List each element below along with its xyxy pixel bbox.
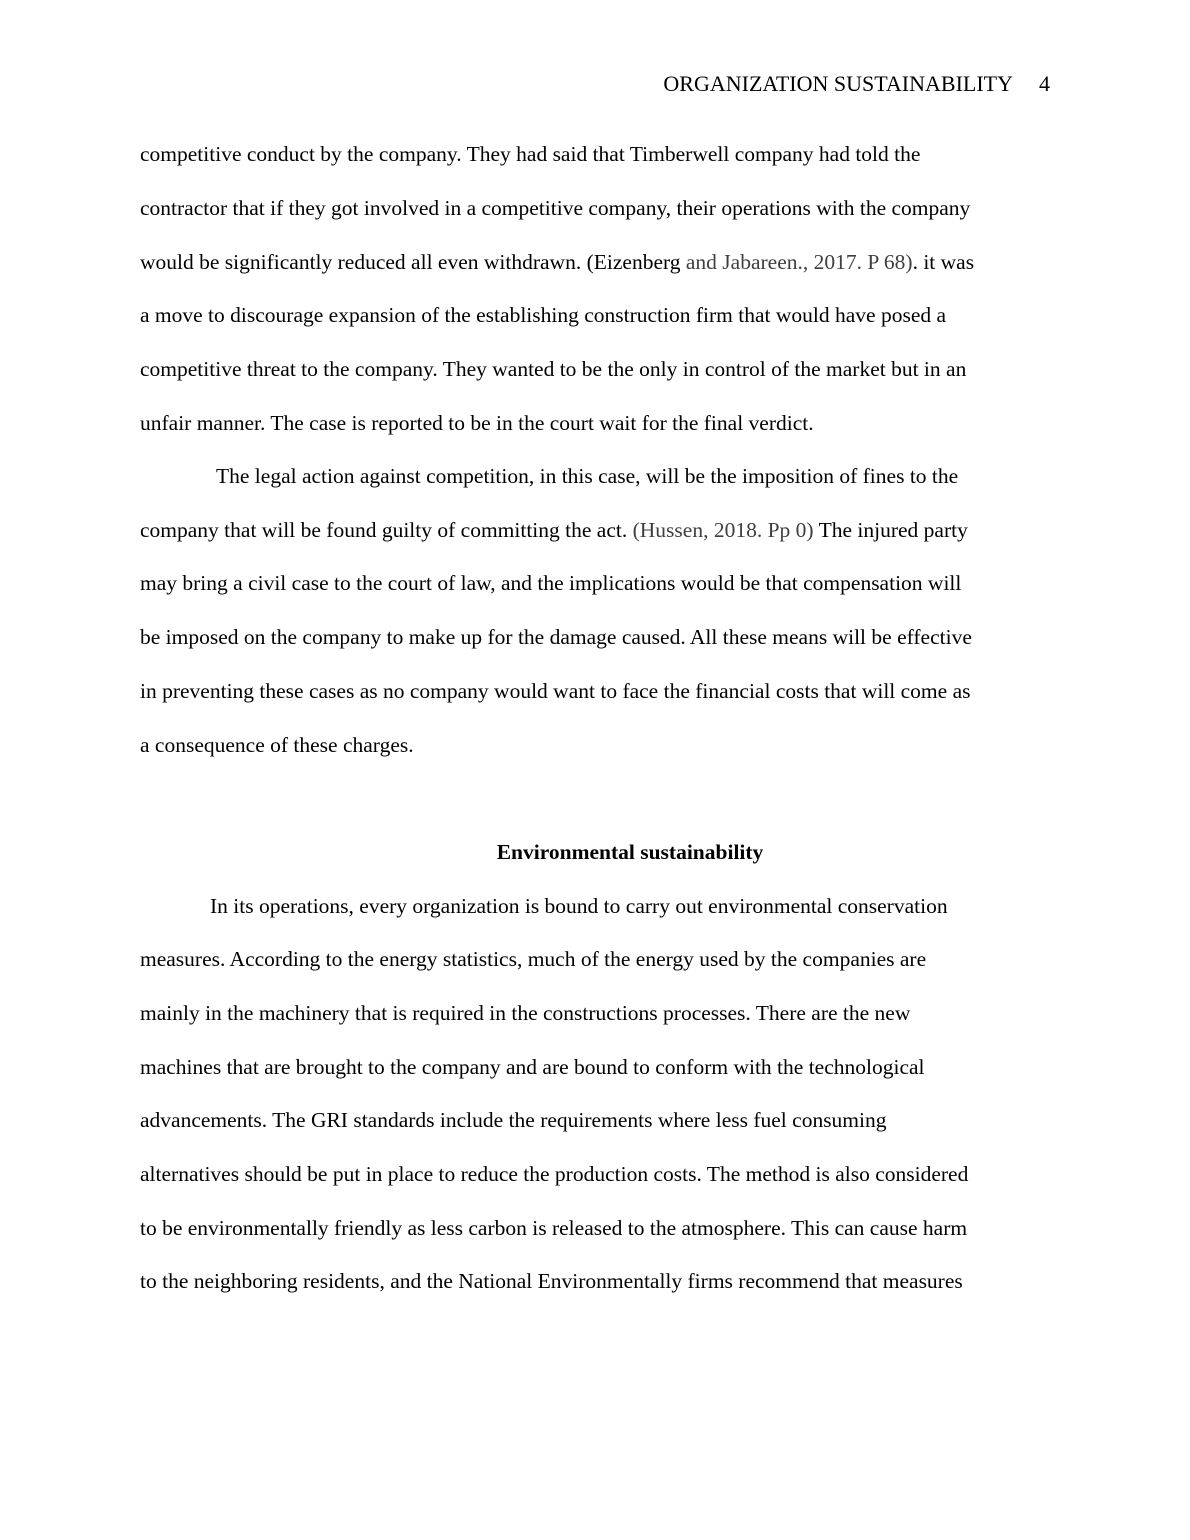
- text-line: contractor that if they got involved in a competitive company, their operations with the company: [140, 196, 971, 220]
- text-line: competitive conduct by the company. They had said that Timberwell company had told the: [140, 142, 921, 166]
- text-line: be imposed on the company to make up for the damage caused. All these means will be effective: [140, 625, 972, 649]
- text-line: competitive threat to the company. They wanted to be the only in control of the market but in an: [140, 357, 967, 381]
- text-line: advancements. The GRI standards include the requirements where less fuel consuming: [140, 1108, 887, 1132]
- text-line: to be environmentally friendly as less carbon is released to the atmosphere. This can cause harm: [140, 1216, 968, 1240]
- text-line: [140, 516, 1060, 544]
- text-line: to the neighboring residents, and the National Environmentally firms recommend that measures: [140, 1269, 963, 1293]
- section-heading: Environmental sustainability: [496, 840, 764, 864]
- text-segment: . it was: [912, 250, 975, 274]
- citation: (Hussen, 2018. Pp 0): [632, 518, 814, 542]
- text-line: measures. According to the energy statistics, much of the energy used by the companies are: [140, 947, 927, 971]
- text-line: mainly in the machinery that is required in the constructions processes. There are the new: [140, 1001, 911, 1025]
- text-segment: company that will be found guilty of committing the act.: [140, 518, 633, 542]
- text-line: [140, 248, 1060, 276]
- text-line: alternatives should be put in place to reduce the production costs. The method is also considered: [140, 1162, 969, 1186]
- text-segment: The injured party: [813, 518, 968, 542]
- citation: and Jabareen., 2017. P 68): [685, 250, 913, 274]
- running-head-title: ORGANIZATION SUSTAINABILITY: [663, 71, 1013, 96]
- running-header: [663, 70, 1050, 98]
- text-line: unfair manner. The case is reported to be in the court wait for the final verdict.: [140, 411, 814, 435]
- text-line: The legal action against competition, in this case, will be the imposition of fines to the: [216, 464, 959, 488]
- text-line: In its operations, every organization is bound to carry out environmental conservation: [210, 894, 948, 918]
- text-line: a consequence of these charges.: [140, 733, 414, 757]
- text-line: machines that are brought to the company and are bound to conform with the technological: [140, 1055, 925, 1079]
- text-line: may bring a civil case to the court of law, and the implications would be that compensation will: [140, 571, 962, 595]
- page-number: 4: [1039, 71, 1050, 96]
- text-line: in preventing these cases as no company would want to face the financial costs that will come as: [140, 679, 971, 703]
- text-segment: would be significantly reduced all even withdrawn. (Eizenberg: [140, 250, 686, 274]
- text-line: a move to discourage expansion of the establishing construction firm that would have posed a: [140, 303, 947, 327]
